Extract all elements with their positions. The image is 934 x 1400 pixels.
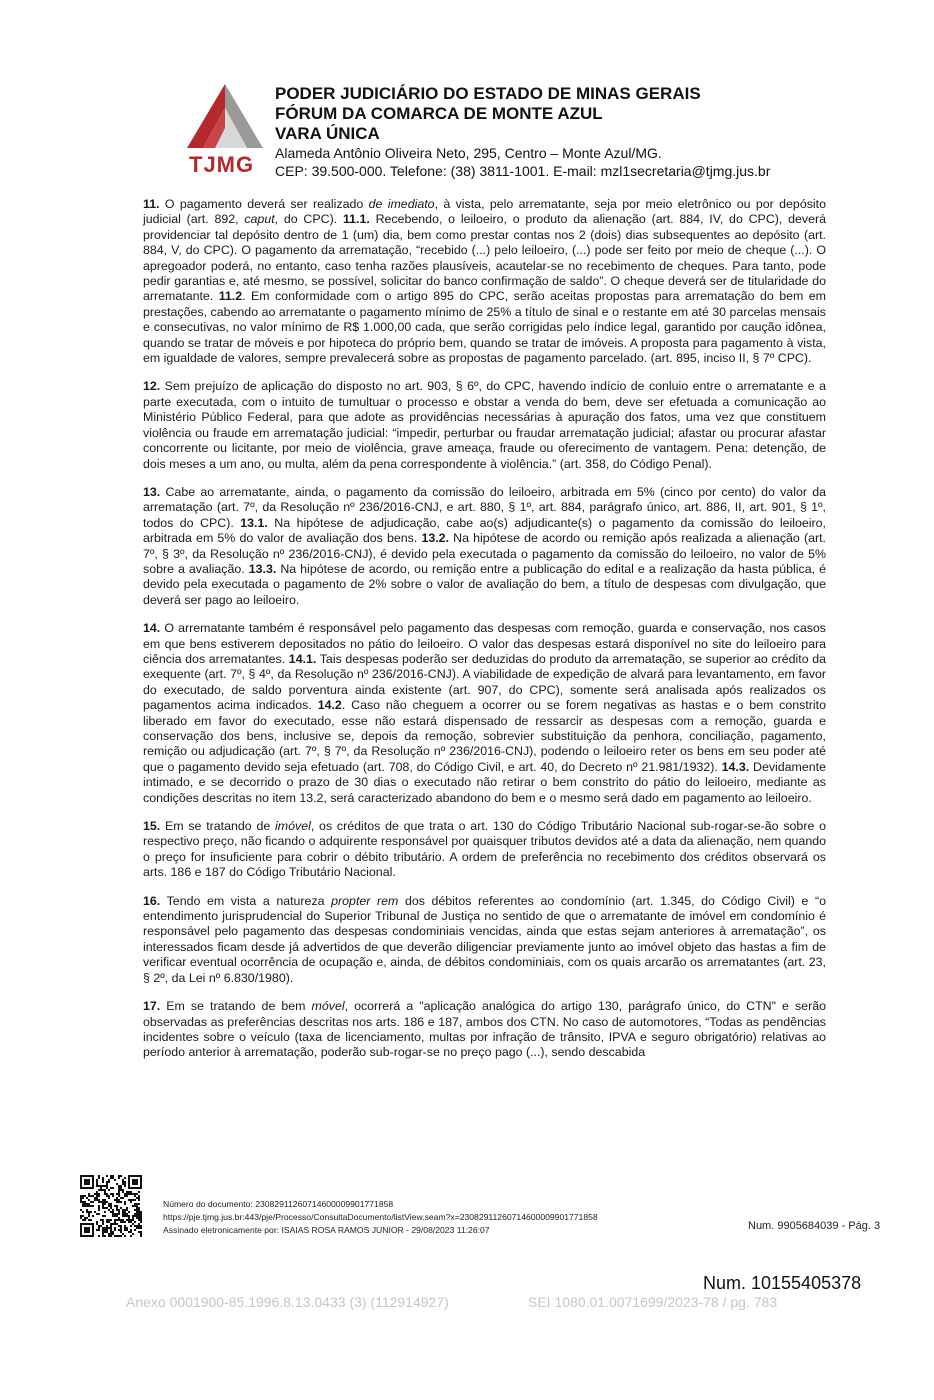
paragraph-11: 11. O pagamento deverá ser realizado de imediato, à vista, pelo arrematante, seja por meio eletrônico ou por depósito judicial (art. 892, caput, do CPC). 11.1. Recebendo, o leiloeiro, o produto da alienação (art. 884, IV, do CPC), deverá providenciar tal depósito dentro de 1 (um) dia, bem como prestar contas nos 2 (dois) dias subsequentes ao depósito (art. 884, V, do CPC). O pagamento da arrematação, “recebido (...) pelo leiloeiro, (...) pode ser feito por meio de cheque (...). O apregoador poderá, no entanto, caso tenha razões plausíveis, acautelar-se no recebimento de cheques. Para tanto, pode pedir garantias e, até mesmo, se possível, solicitar do banco confirmação de saldo”. O cheque deverá ser de titularidade do arrematante. 11.2. Em conformidade com o artigo 895 do CPC, serão aceitas propostas para arrematação do bem em prestações, cabendo ao arrematante o pagamento mínimo de 25% a título de sinal e o restante em até 30 parcelas mensais e consecutivas, no valor mínimo de R$ 1.000,00 cada, que serão corrigidas pelo índice legal, garantido por caução idônea, quando se tratar de móveis e por hipoteca do próprio bem, quando se tratar de imóveis. A proposta para pagamento à vista, em igualdade de valores, sempre prevalecerá sobre as propostas de pagamento parcelado. (art. 895, inciso II, § 7º CPC). [143, 197, 826, 366]
paragraph-17: 17. Em se tratando de bem móvel, ocorrerá a "aplicação analógica do artigo 130, parágrafo único, do CTN" e serão observadas as preferências descritas nos arts. 186 e 187, ambos dos CTN. No caso de automotores, “Todas as pendências incidentes sobre o veículo (taxa de licenciamento, multas por infração de trânsito, IPVA e seguro obrigatório) relativas ao período anterior à arrematação, poderão sub-rogar-se no preço pago (...), sendo descabida [143, 999, 826, 1060]
tjmg-triangle-icon [185, 82, 265, 152]
document-body [143, 197, 826, 1074]
court-name: PODER JUDICIÁRIO DO ESTADO DE MINAS GERAIS [275, 84, 701, 103]
annex-watermark: Anexo 0001900-85.1996.8.13.0433 (3) (112914927) [126, 1294, 449, 1310]
court-contact: CEP: 39.500-000. Telefone: (38) 3811-1001. E-mail: mzl1secretaria@tjmg.jus.br [275, 163, 771, 179]
sei-watermark: SEI 1080.01.0071699/2023-78 / pg. 783 [528, 1294, 778, 1310]
document-number: Número do documento: 23082911260714600009901771858 [163, 1199, 394, 1209]
document-header [185, 82, 825, 182]
signed-by: Assinado eletronicamente por: ISAIAS ROSA RAMOS JUNIOR - 29/08/2023 11:26:07 [163, 1225, 490, 1235]
qr-code-icon [80, 1175, 142, 1237]
paragraph-15: 15. Em se tratando de imóvel, os créditos de que trata o art. 130 do Código Tributário Nacional sub-rogar-se-ão sobre o respectivo preço, não ficando o adquirente responsável por quaisquer tributos devidos até a data da alienação, nem quando o preço for insuficiente para cobrir o débito tributário. A ordem de preferência no recebimento dos créditos observará os arts. 186 e 187 do Código Tributário Nacional. [143, 819, 827, 880]
court-address: Alameda Antônio Oliveira Neto, 295, Centro – Monte Azul/MG. [275, 145, 662, 161]
page-number: Num. 9905684039 - Pág. 3 [748, 1220, 881, 1232]
document-url[interactable]: https://pje.tjmg.jus.br:443/pje/Processo/ConsultaDocumento/listView.seam?x=23082911260714600009901771858 [163, 1212, 598, 1222]
logo-text: TJMG [189, 152, 255, 177]
stamp-number: Num. 10155405378 [703, 1273, 862, 1293]
signature-metadata [163, 1198, 598, 1237]
paragraph-12: 12. Sem prejuízo de aplicação do disposto no art. 903, § 6º, do CPC, havendo indício de conluio entre o arrematante e a parte executada, com o intuito de tumultuar o processo e obstar a venda do bem, deve ser efetuada a comunicação ao Ministério Público Federal, para que adote as providências necessárias à apuração dos fatos, uma vez que constituem violência ou fraude em arrematação judicial: “impedir, perturbar ou fraudar arrematação judicial; afastar ou procurar afastar concorrente ou licitante, por meio de violência, grave ameaça, fraude ou oferecimento de vantagem. Pena: detenção, de dois meses a um ano, ou multa, além da pena correspondente à violência.” (art. 358, do Código Penal). [143, 379, 826, 471]
paragraph-13: 13. Cabe ao arrematante, ainda, o pagamento da comissão do leiloeiro, arbitrada em 5% (cinco por cento) do valor da arrematação (art. 7º, da Resolução nº 236/2016-CNJ, e art. 880, § 1º, art. 884, parágrafo único, art. 886, II, art. 901, § 1º, todos do CPC). 13.1. Na hipótese de adjudicação, cabe ao(s) adjudicante(s) o pagamento da comissão do leiloeiro, arbitrada em 5% do valor de avaliação dos bens. 13.2. Na hipótese de acordo ou remição após realizada a alienação (art. 7º, § 3º, da Resolução nº 236/2016-CNJ), é devido pela executada o pagamento da comissão do leiloeiro, no valor de 5% sobre a avaliação. 13.3. Na hipótese de acordo, ou remição entre a publicação do edital e a realização da hasta pública, é devido pela executada o pagamento de 2% sobre o valor de avaliação do bem, a título de despesas com divulgação, que deverá ser pago ao leiloeiro. [143, 484, 826, 607]
court-unit: VARA ÚNICA [275, 124, 380, 143]
paragraph-16: 16. Tendo em vista a natureza propter rem dos débitos referentes ao condomínio (art. 1.345, do Código Civil) e “o entendimento jurisprudencial do Superior Tribunal de Justiça no sentido de que o arrematante de imóvel em condomínio é responsável pelo pagamento das despesas condominiais vencidas, ainda que estas sejam anteriores à arrematação”, os interessados ficam desde já advertidos de que deverão diligenciar previamente junto ao imóvel objeto das hastas a fim de verificar eventual ocorrência de ocupação e, ainda, de débitos condominiais, com os quais arcarão os arrematantes (art. 23, § 2º, da Lei nº 6.830/1980). [143, 893, 826, 985]
forum-name: FÓRUM DA COMARCA DE MONTE AZUL [275, 104, 603, 123]
header-lines [275, 84, 835, 180]
tjmg-logo [185, 82, 265, 182]
paragraph-14: 14. O arrematante também é responsável pelo pagamento das despesas com remoção, guarda e conservação, nos casos em que bens estiverem depositados no pátio do leiloeiro. O valor das despesas estará disponível no site do leiloeiro para ciência dos arrematantes. 14.1. Tais despesas poderão ser deduzidas do produto da arrematação, se superior ao crédito da exequente (art. 7º, § 4º, da Resolução nº 236/2016-CNJ). A viabilidade de expedição de alvará para levantamento, em favor do executado, de saldo porventura ainda existente (art. 907, do CPC), somente será analisada após realizados os pagamentos acima indicados. 14.2. Caso não cheguem a ocorrer ou se forem negativas as hastas e o bem constrito liberado em favor do executado, esse não estará dispensado de ressarcir as despesas com a remoção, guarda e conservação dos bens, inclusive se, depois da remoção, sobrevier substituição da penhora, conciliação, pagamento, remição ou adjudicação (art. 7º, § 7º, da Resolução nº 236/2016-CNJ), podendo o leiloeiro reter os bens em seu poder até que o pagamento devido seja efetuado (art. 708, do Código Civil, e art. 40, do Decreto nº 21.981/1932). 14.3. Devidamente intimado, e se decorrido o prazo de 30 dias o executado não retirar o bem constrito do pátio do leiloeiro, mediante as condições descritas no item 13.2, será caracterizado abandono do bem e o mesmo será dado em pagamento ao leiloeiro. [143, 621, 827, 805]
